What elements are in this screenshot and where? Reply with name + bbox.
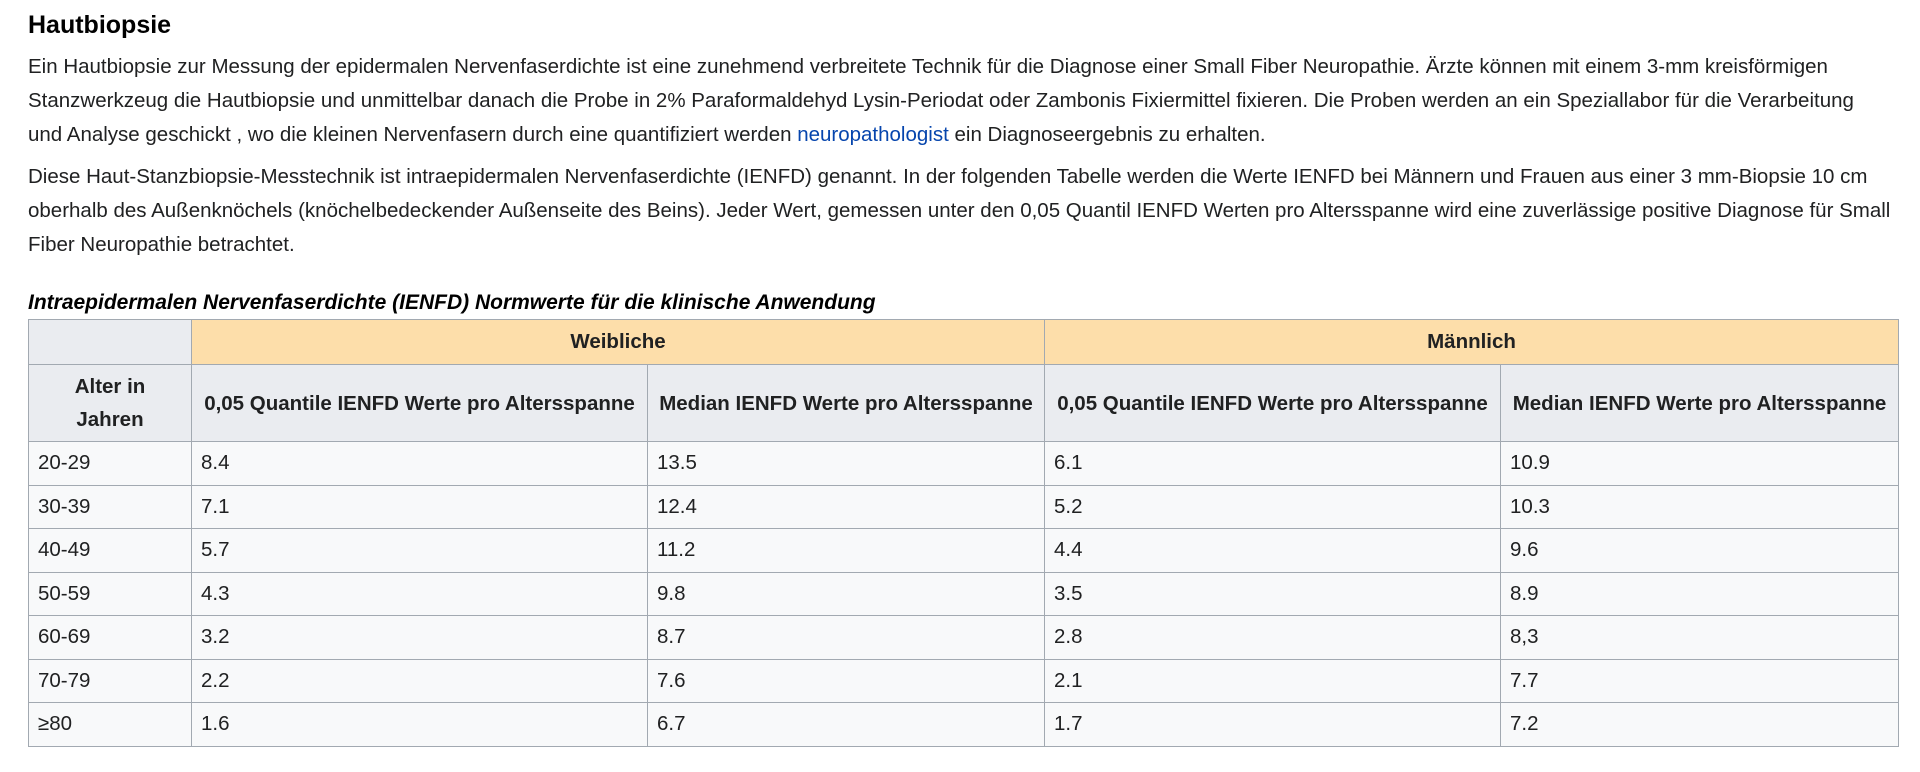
cell-male-median: 7.7 (1501, 659, 1899, 703)
group-header-row (29, 320, 1899, 365)
corner-cell (29, 320, 192, 365)
table-row (29, 442, 1899, 486)
ienfd-table (28, 319, 1899, 747)
cell-female-median: 7.6 (648, 659, 1045, 703)
table-row (29, 529, 1899, 573)
cell-age: 70-79 (29, 659, 192, 703)
cell-female-q05: 8.4 (192, 442, 648, 486)
cell-male-q05: 4.4 (1045, 529, 1501, 573)
table-row (29, 659, 1899, 703)
column-header-male-q05: 0,05 Quantile IENFD Werte pro Altersspanne (1045, 365, 1501, 442)
paragraph-ienfd: Diese Haut-Stanzbiopsie-Messtechnik ist intraepidermalen Nervenfaserdichte (IENFD) genannt. In der folgenden Tabelle werden die Werte IENFD bei Männern und Frauen aus einer 3 mm-Biopsie 10 cm oberhalb des Außenknöchels (knöchelbedeckender Außenseite des Beins). Jeder Wert, gemessen unter den 0,05 Quantil IENFD Werten pro Altersspanne wird eine zuverlässige positive Diagnose für Small Fiber Neuropathie betrachtet. (28, 165, 1891, 256)
column-header-female-q05: 0,05 Quantile IENFD Werte pro Altersspanne (192, 365, 648, 442)
paragraph-intro (28, 50, 1892, 152)
paragraph-intro-text: Ein Hautbiopsie zur Messung der epidermalen Nervenfaserdichte ist eine zunehmend verbreitete Technik für die Diagnose einer Small Fiber Neuropathie. Ärzte können mit einem 3-mm kreisförmigen Stanzwerkzeug die Hautbiopsie und unmittelbar danach die Probe in 2% Paraformaldehyd Lysin-Periodat oder Zambonis Fixiermittel fixieren. Die Proben werden an ein Speziallabor für die Verarbeitung und Analyse geschickt , wo die kleinen Nervenfasern durch eine quantifiziert werden (28, 55, 1854, 146)
column-header-age: Alter in Jahren (29, 365, 192, 442)
cell-male-median: 7.2 (1501, 703, 1899, 747)
column-header-male-median: Median IENFD Werte pro Altersspanne (1501, 365, 1899, 442)
cell-female-q05: 1.6 (192, 703, 648, 747)
cell-female-q05: 7.1 (192, 485, 648, 529)
cell-male-q05: 2.1 (1045, 659, 1501, 703)
table-row (29, 572, 1899, 616)
column-header-row (29, 365, 1899, 442)
cell-male-median: 8,3 (1501, 616, 1899, 660)
cell-male-q05: 1.7 (1045, 703, 1501, 747)
cell-female-median: 9.8 (648, 572, 1045, 616)
cell-female-q05: 5.7 (192, 529, 648, 573)
cell-age: 60-69 (29, 616, 192, 660)
section-heading: Hautbiopsie (28, 11, 172, 39)
cell-male-median: 10.3 (1501, 485, 1899, 529)
table-row (29, 703, 1899, 747)
cell-male-median: 10.9 (1501, 442, 1899, 486)
cell-age: 20-29 (29, 442, 192, 486)
cell-age: 50-59 (29, 572, 192, 616)
cell-male-median: 9.6 (1501, 529, 1899, 573)
cell-male-q05: 3.5 (1045, 572, 1501, 616)
group-header-female: Weibliche (192, 320, 1045, 365)
cell-age: 30-39 (29, 485, 192, 529)
cell-female-median: 12.4 (648, 485, 1045, 529)
cell-female-q05: 2.2 (192, 659, 648, 703)
table-row (29, 485, 1899, 529)
cell-male-q05: 6.1 (1045, 442, 1501, 486)
cell-female-q05: 4.3 (192, 572, 648, 616)
paragraph-intro-text-end: ein Diagnoseergebnis zu erhalten. (948, 123, 1266, 146)
table-caption: Intraepidermalen Nervenfaserdichte (IENFD) Normwerte für die klinische Anwendung (28, 291, 876, 314)
cell-female-q05: 3.2 (192, 616, 648, 660)
neuropathologist-link[interactable]: neuropathologist (797, 123, 949, 146)
cell-age: 40-49 (29, 529, 192, 573)
cell-male-q05: 2.8 (1045, 616, 1501, 660)
cell-female-median: 8.7 (648, 616, 1045, 660)
group-header-male: Männlich (1045, 320, 1899, 365)
cell-female-median: 11.2 (648, 529, 1045, 573)
cell-female-median: 6.7 (648, 703, 1045, 747)
column-header-female-median: Median IENFD Werte pro Altersspanne (648, 365, 1045, 442)
cell-male-q05: 5.2 (1045, 485, 1501, 529)
cell-male-median: 8.9 (1501, 572, 1899, 616)
cell-female-median: 13.5 (648, 442, 1045, 486)
cell-age: ≥80 (29, 703, 192, 747)
table-row (29, 616, 1899, 660)
